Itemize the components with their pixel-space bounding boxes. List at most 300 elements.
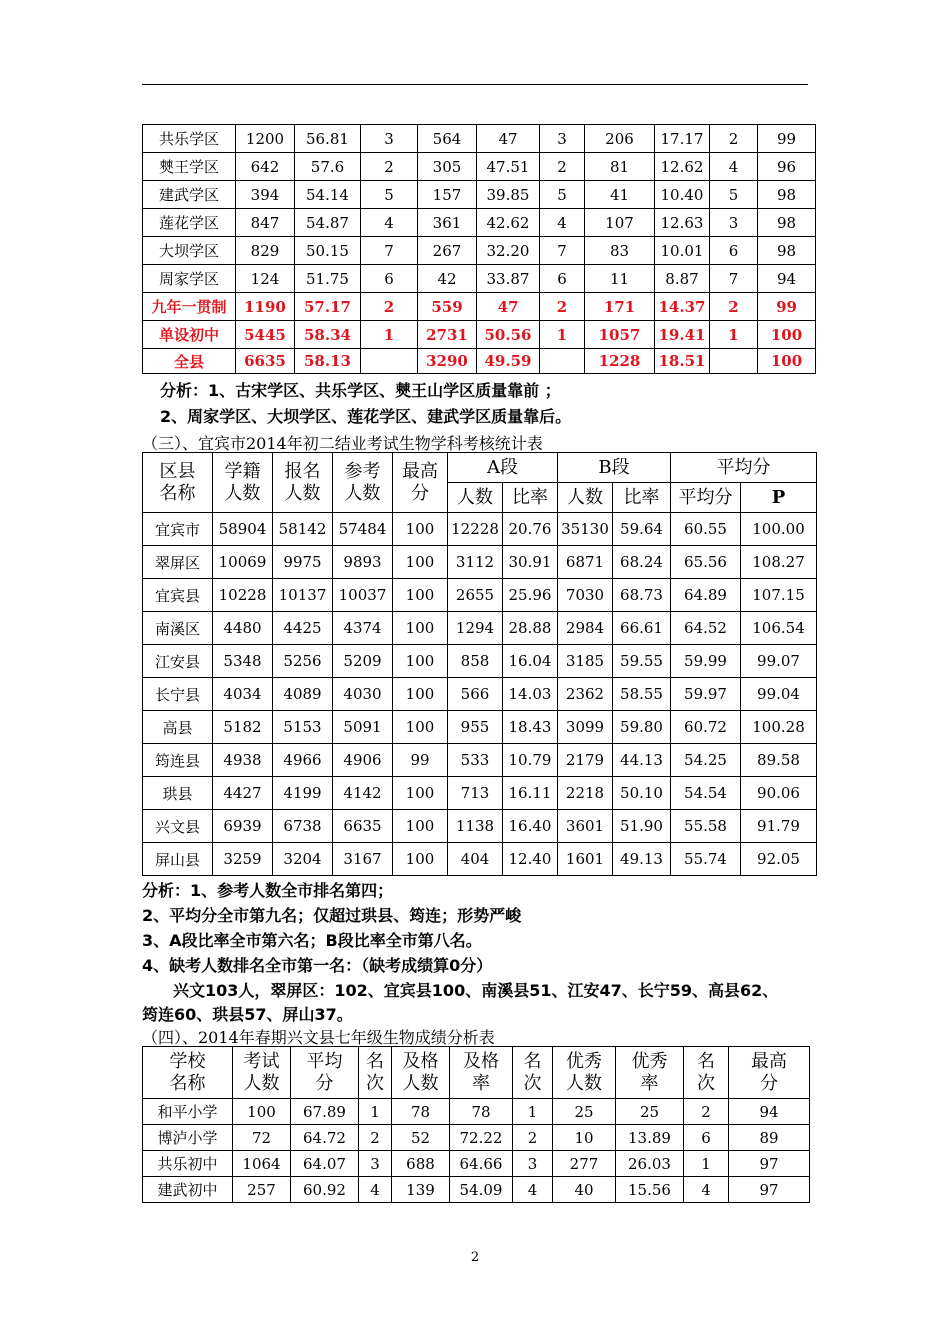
table-cell: 28.88 bbox=[503, 612, 558, 645]
table-cell: 10.79 bbox=[503, 744, 558, 777]
table-cell: 4966 bbox=[273, 744, 333, 777]
table-cell: 83 bbox=[585, 237, 655, 265]
table-row bbox=[143, 777, 817, 810]
header-b-count: 人数 bbox=[558, 483, 613, 513]
table-cell: 642 bbox=[236, 153, 295, 181]
table-cell: 大坝学区 bbox=[143, 237, 236, 265]
table-cell: 7 bbox=[710, 265, 758, 293]
table-cell: 1 bbox=[361, 321, 418, 349]
table-cell: 宜宾市 bbox=[143, 513, 213, 546]
table-cell: 4 bbox=[684, 1177, 729, 1203]
table-cell: 2 bbox=[684, 1099, 729, 1125]
table-cell: 90.06 bbox=[741, 777, 817, 810]
table-cell: 7 bbox=[540, 237, 585, 265]
header-a-rate: 比率 bbox=[503, 483, 558, 513]
analysis-1-line-2: 2、周家学区、大坝学区、莲花学区、建武学区质量靠后。 bbox=[160, 407, 572, 426]
table-cell: 42 bbox=[418, 265, 477, 293]
table-cell: 2 bbox=[540, 293, 585, 321]
table-cell: 2984 bbox=[558, 612, 613, 645]
table-cell: 2 bbox=[540, 153, 585, 181]
table-cell: 10228 bbox=[213, 579, 273, 612]
table-cell: 7 bbox=[361, 237, 418, 265]
table-cell: 89.58 bbox=[741, 744, 817, 777]
header-p: P bbox=[741, 483, 817, 513]
table-cell: 559 bbox=[418, 293, 477, 321]
table-cell: 107.15 bbox=[741, 579, 817, 612]
table-cell: 78 bbox=[450, 1099, 513, 1125]
table-cell: 12.63 bbox=[655, 209, 710, 237]
table-row bbox=[143, 1177, 810, 1203]
header-a-group: A段 bbox=[448, 453, 558, 483]
table-cell: 51.90 bbox=[613, 810, 671, 843]
table-row bbox=[143, 125, 816, 153]
analysis-2-line-4: 4、缺考人数排名全市第一名：（缺考成绩算0分） bbox=[142, 956, 493, 975]
table-cell: 6635 bbox=[236, 349, 295, 374]
table-cell: 长宁县 bbox=[143, 678, 213, 711]
table-cell: 49.59 bbox=[477, 349, 540, 374]
table-cell: 404 bbox=[448, 843, 503, 876]
table-cell: 4425 bbox=[273, 612, 333, 645]
table-cell: 1 bbox=[710, 321, 758, 349]
table-cell: 50.10 bbox=[613, 777, 671, 810]
table-cell: 1601 bbox=[558, 843, 613, 876]
table-cell: 96 bbox=[758, 153, 816, 181]
table-row bbox=[143, 181, 816, 209]
district-score-table bbox=[142, 124, 816, 374]
table-cell: 2 bbox=[513, 1125, 553, 1151]
table-row bbox=[143, 810, 817, 843]
table-cell: 564 bbox=[418, 125, 477, 153]
table-cell: 6 bbox=[361, 265, 418, 293]
table-cell: 139 bbox=[392, 1177, 450, 1203]
table-cell: 67.89 bbox=[291, 1099, 359, 1125]
table-cell: 12.40 bbox=[503, 843, 558, 876]
table-cell: 81 bbox=[585, 153, 655, 181]
table-cell: 277 bbox=[553, 1151, 616, 1177]
table-cell: 4 bbox=[359, 1177, 392, 1203]
table-cell: 南溪区 bbox=[143, 612, 213, 645]
table-cell: 107 bbox=[585, 209, 655, 237]
table-cell: 99 bbox=[758, 293, 816, 321]
table-cell: 1 bbox=[359, 1099, 392, 1125]
table-cell: 99 bbox=[758, 125, 816, 153]
table-cell: 92.05 bbox=[741, 843, 817, 876]
table-cell: 58.34 bbox=[295, 321, 361, 349]
table-cell: 1200 bbox=[236, 125, 295, 153]
table-cell: 97 bbox=[729, 1177, 810, 1203]
table-cell: 68.73 bbox=[613, 579, 671, 612]
table-cell: 64.89 bbox=[671, 579, 741, 612]
table-cell: 2362 bbox=[558, 678, 613, 711]
table-cell bbox=[710, 349, 758, 374]
table-cell: 59.80 bbox=[613, 711, 671, 744]
table-cell: 1057 bbox=[585, 321, 655, 349]
header-cell: 及格 率 bbox=[450, 1047, 513, 1099]
table-cell: 6738 bbox=[273, 810, 333, 843]
table-cell: 10069 bbox=[213, 546, 273, 579]
table-cell: 6635 bbox=[333, 810, 393, 843]
table-cell: 51.75 bbox=[295, 265, 361, 293]
table-cell: 2 bbox=[361, 293, 418, 321]
table-row bbox=[143, 153, 816, 181]
table-cell: 100 bbox=[393, 711, 448, 744]
table-cell: 5182 bbox=[213, 711, 273, 744]
table-cell: 72.22 bbox=[450, 1125, 513, 1151]
table-cell: 72 bbox=[233, 1125, 291, 1151]
table-cell: 4 bbox=[513, 1177, 553, 1203]
header-a-count: 人数 bbox=[448, 483, 503, 513]
table-cell: 58142 bbox=[273, 513, 333, 546]
table-cell: 39.85 bbox=[477, 181, 540, 209]
table-cell: 4199 bbox=[273, 777, 333, 810]
table-cell: 60.55 bbox=[671, 513, 741, 546]
table-cell: 5445 bbox=[236, 321, 295, 349]
table-cell: 18.51 bbox=[655, 349, 710, 374]
table-cell: 3 bbox=[540, 125, 585, 153]
table-row bbox=[143, 645, 817, 678]
table-cell: 2218 bbox=[558, 777, 613, 810]
table-cell: 100 bbox=[393, 612, 448, 645]
table-cell: 59.99 bbox=[671, 645, 741, 678]
header-cell: 平均 分 bbox=[291, 1047, 359, 1099]
table-cell: 4938 bbox=[213, 744, 273, 777]
table-cell: 单设初中 bbox=[143, 321, 236, 349]
table-row bbox=[143, 209, 816, 237]
table-cell: 周家学区 bbox=[143, 265, 236, 293]
table-row bbox=[143, 843, 817, 876]
table-cell: 九年一贯制 bbox=[143, 293, 236, 321]
table-cell: 78 bbox=[392, 1099, 450, 1125]
table-cell: 124 bbox=[236, 265, 295, 293]
table-cell: 57484 bbox=[333, 513, 393, 546]
table-cell: 4 bbox=[710, 153, 758, 181]
table-cell: 47.51 bbox=[477, 153, 540, 181]
table-cell: 2179 bbox=[558, 744, 613, 777]
table-row bbox=[143, 349, 816, 374]
table-cell: 89 bbox=[729, 1125, 810, 1151]
xingwen-grade7-biology-table bbox=[142, 1046, 810, 1203]
table-cell: 4089 bbox=[273, 678, 333, 711]
table-cell: 江安县 bbox=[143, 645, 213, 678]
table-cell: 僰王学区 bbox=[143, 153, 236, 181]
table-cell: 98 bbox=[758, 237, 816, 265]
table-cell: 26.03 bbox=[616, 1151, 684, 1177]
table-cell: 100 bbox=[393, 645, 448, 678]
table-cell bbox=[540, 349, 585, 374]
table-cell: 9975 bbox=[273, 546, 333, 579]
table-cell: 99.04 bbox=[741, 678, 817, 711]
header-enrolled bbox=[213, 453, 273, 513]
analysis-2-line-6: 筠连60、珙县57、屏山37。 bbox=[142, 1005, 353, 1024]
table-cell: 54.25 bbox=[671, 744, 741, 777]
page-number: 2 bbox=[470, 1250, 480, 1265]
table-cell: 2 bbox=[710, 125, 758, 153]
table-cell: 2655 bbox=[448, 579, 503, 612]
table-cell: 97 bbox=[729, 1151, 810, 1177]
table-cell: 25 bbox=[616, 1099, 684, 1125]
table-cell: 49.13 bbox=[613, 843, 671, 876]
table-cell: 30.91 bbox=[503, 546, 558, 579]
table-cell: 100 bbox=[393, 678, 448, 711]
table-cell: 58.55 bbox=[613, 678, 671, 711]
table-cell: 4 bbox=[361, 209, 418, 237]
table-cell: 屏山县 bbox=[143, 843, 213, 876]
analysis-1-line-1: 分析：1、古宋学区、共乐学区、僰王山学区质量靠前 ； bbox=[160, 381, 561, 400]
table-cell: 267 bbox=[418, 237, 477, 265]
table-cell: 5 bbox=[361, 181, 418, 209]
table-cell: 3259 bbox=[213, 843, 273, 876]
table-3-caption: （四）、2014年春期兴文县七年级生物成绩分析表 bbox=[142, 1028, 495, 1047]
table-cell: 筠连县 bbox=[143, 744, 213, 777]
table-row bbox=[143, 579, 817, 612]
table-cell: 94 bbox=[758, 265, 816, 293]
table-cell: 98 bbox=[758, 181, 816, 209]
table-cell: 5209 bbox=[333, 645, 393, 678]
table-cell: 6 bbox=[540, 265, 585, 293]
table-cell: 106.54 bbox=[741, 612, 817, 645]
table-cell: 10.01 bbox=[655, 237, 710, 265]
table-cell: 共乐初中 bbox=[143, 1151, 233, 1177]
table-cell: 3 bbox=[361, 125, 418, 153]
table-cell: 3167 bbox=[333, 843, 393, 876]
table-cell: 55.74 bbox=[671, 843, 741, 876]
header-district bbox=[143, 453, 213, 513]
header-cell: 及格 人数 bbox=[392, 1047, 450, 1099]
table-cell: 10 bbox=[553, 1125, 616, 1151]
table-cell: 10.40 bbox=[655, 181, 710, 209]
header-cell: 名 次 bbox=[513, 1047, 553, 1099]
table-cell: 1138 bbox=[448, 810, 503, 843]
table-cell: 58.13 bbox=[295, 349, 361, 374]
table-cell: 6939 bbox=[213, 810, 273, 843]
table-cell: 257 bbox=[233, 1177, 291, 1203]
table-row bbox=[143, 678, 817, 711]
table-cell: 68.24 bbox=[613, 546, 671, 579]
table-cell: 55.58 bbox=[671, 810, 741, 843]
table-cell: 3112 bbox=[448, 546, 503, 579]
table-row bbox=[143, 293, 816, 321]
table-row bbox=[143, 513, 817, 546]
table-cell: 5 bbox=[710, 181, 758, 209]
table-cell: 5153 bbox=[273, 711, 333, 744]
table-cell: 莲花学区 bbox=[143, 209, 236, 237]
table-2-caption: （三）、宜宾市2014年初二结业考试生物学科考核统计表 bbox=[142, 434, 543, 453]
table-cell: 3 bbox=[513, 1151, 553, 1177]
table-cell: 60.72 bbox=[671, 711, 741, 744]
header-max-score bbox=[393, 453, 448, 513]
table-cell: 1228 bbox=[585, 349, 655, 374]
table-row bbox=[143, 744, 817, 777]
table-cell: 4 bbox=[540, 209, 585, 237]
table-cell: 41 bbox=[585, 181, 655, 209]
table-cell: 100 bbox=[393, 579, 448, 612]
table-cell: 100 bbox=[393, 810, 448, 843]
table-cell: 15.56 bbox=[616, 1177, 684, 1203]
table-cell: 858 bbox=[448, 645, 503, 678]
table-cell: 5348 bbox=[213, 645, 273, 678]
table-cell: 3 bbox=[710, 209, 758, 237]
table-cell: 566 bbox=[448, 678, 503, 711]
table-cell: 157 bbox=[418, 181, 477, 209]
table-cell: 847 bbox=[236, 209, 295, 237]
table-row bbox=[143, 1125, 810, 1151]
table-cell: 44.13 bbox=[613, 744, 671, 777]
table-row bbox=[143, 1099, 810, 1125]
table-cell: 100 bbox=[393, 777, 448, 810]
analysis-2-line-1: 分析：1、参考人数全市排名第四； bbox=[142, 881, 394, 900]
yibin-biology-stats-table bbox=[142, 452, 817, 876]
header-enrolled-label: 学籍 人数 bbox=[224, 460, 261, 504]
table-cell bbox=[361, 349, 418, 374]
table-cell: 8.87 bbox=[655, 265, 710, 293]
table-cell: 305 bbox=[418, 153, 477, 181]
table-cell: 12228 bbox=[448, 513, 503, 546]
table-cell: 4034 bbox=[213, 678, 273, 711]
table-cell: 65.56 bbox=[671, 546, 741, 579]
table-cell: 59.64 bbox=[613, 513, 671, 546]
table-cell: 42.62 bbox=[477, 209, 540, 237]
table-cell: 56.81 bbox=[295, 125, 361, 153]
header-participants-label: 参考 人数 bbox=[344, 460, 381, 504]
table-cell: 博泸小学 bbox=[143, 1125, 233, 1151]
table-cell: 6 bbox=[710, 237, 758, 265]
table-cell: 3601 bbox=[558, 810, 613, 843]
table-cell: 58904 bbox=[213, 513, 273, 546]
table-cell: 4030 bbox=[333, 678, 393, 711]
header-district-label: 区县 名称 bbox=[159, 460, 196, 504]
table-cell: 57.17 bbox=[295, 293, 361, 321]
table-cell: 64.66 bbox=[450, 1151, 513, 1177]
table-cell: 3 bbox=[359, 1151, 392, 1177]
table-cell: 47 bbox=[477, 293, 540, 321]
header-rule bbox=[142, 84, 808, 85]
table-cell: 4142 bbox=[333, 777, 393, 810]
table-cell: 18.43 bbox=[503, 711, 558, 744]
table-row bbox=[143, 237, 816, 265]
header-cell: 名 次 bbox=[359, 1047, 392, 1099]
table-cell: 4427 bbox=[213, 777, 273, 810]
table-cell: 94 bbox=[729, 1099, 810, 1125]
table-cell: 4906 bbox=[333, 744, 393, 777]
table-cell: 100 bbox=[758, 349, 816, 374]
table-cell: 32.20 bbox=[477, 237, 540, 265]
table-row bbox=[143, 1151, 810, 1177]
table-cell: 12.62 bbox=[655, 153, 710, 181]
table-cell: 10137 bbox=[273, 579, 333, 612]
table-cell: 建武初中 bbox=[143, 1177, 233, 1203]
header-avg: 平均分 bbox=[671, 483, 741, 513]
table-cell: 16.11 bbox=[503, 777, 558, 810]
table-cell: 7030 bbox=[558, 579, 613, 612]
table-cell: 3204 bbox=[273, 843, 333, 876]
table-cell: 3099 bbox=[558, 711, 613, 744]
table-cell: 4480 bbox=[213, 612, 273, 645]
table-row bbox=[143, 612, 817, 645]
table-cell: 100.00 bbox=[741, 513, 817, 546]
table-row bbox=[143, 321, 816, 349]
table-cell: 2 bbox=[359, 1125, 392, 1151]
table-cell: 1 bbox=[513, 1099, 553, 1125]
table-cell: 54.14 bbox=[295, 181, 361, 209]
table-cell: 52 bbox=[392, 1125, 450, 1151]
table-cell: 11 bbox=[585, 265, 655, 293]
table-cell: 25 bbox=[553, 1099, 616, 1125]
table-cell: 宜宾县 bbox=[143, 579, 213, 612]
table-cell: 1190 bbox=[236, 293, 295, 321]
table-cell: 64.07 bbox=[291, 1151, 359, 1177]
table-cell: 5256 bbox=[273, 645, 333, 678]
table-cell: 25.96 bbox=[503, 579, 558, 612]
header-registered bbox=[273, 453, 333, 513]
table-cell: 955 bbox=[448, 711, 503, 744]
table-cell: 全县 bbox=[143, 349, 236, 374]
table-cell: 35130 bbox=[558, 513, 613, 546]
table-cell: 13.89 bbox=[616, 1125, 684, 1151]
table-cell: 54.09 bbox=[450, 1177, 513, 1203]
table-cell: 高县 bbox=[143, 711, 213, 744]
header-b-group: B段 bbox=[558, 453, 671, 483]
table-cell: 2731 bbox=[418, 321, 477, 349]
table-cell: 和平小学 bbox=[143, 1099, 233, 1125]
table-row bbox=[143, 546, 817, 579]
table-cell: 50.56 bbox=[477, 321, 540, 349]
table-cell: 688 bbox=[392, 1151, 450, 1177]
table-cell: 533 bbox=[448, 744, 503, 777]
table-cell: 713 bbox=[448, 777, 503, 810]
header-registered-label: 报名 人数 bbox=[284, 460, 321, 504]
table-cell: 99 bbox=[393, 744, 448, 777]
table-cell: 17.17 bbox=[655, 125, 710, 153]
table-cell: 99.07 bbox=[741, 645, 817, 678]
table-cell: 100 bbox=[393, 513, 448, 546]
table-cell: 66.61 bbox=[613, 612, 671, 645]
header-cell: 优秀 率 bbox=[616, 1047, 684, 1099]
table-cell: 206 bbox=[585, 125, 655, 153]
header-participants bbox=[333, 453, 393, 513]
table-cell: 57.6 bbox=[295, 153, 361, 181]
table-row bbox=[143, 711, 817, 744]
table-cell: 兴文县 bbox=[143, 810, 213, 843]
table-cell: 1064 bbox=[233, 1151, 291, 1177]
table-cell: 64.52 bbox=[671, 612, 741, 645]
table-cell: 98 bbox=[758, 209, 816, 237]
header-avg-group: 平均分 bbox=[671, 453, 817, 483]
table-cell: 20.76 bbox=[503, 513, 558, 546]
table-cell: 100 bbox=[758, 321, 816, 349]
table-cell: 5091 bbox=[333, 711, 393, 744]
table-cell: 60.92 bbox=[291, 1177, 359, 1203]
table-cell: 54.87 bbox=[295, 209, 361, 237]
table-cell: 108.27 bbox=[741, 546, 817, 579]
table-cell: 3185 bbox=[558, 645, 613, 678]
table-cell: 4374 bbox=[333, 612, 393, 645]
header-cell: 考试 人数 bbox=[233, 1047, 291, 1099]
analysis-2-line-3: 3、A段比率全市第六名；B段比率全市第八名。 bbox=[142, 931, 482, 950]
table-cell: 100.28 bbox=[741, 711, 817, 744]
table-cell: 16.40 bbox=[503, 810, 558, 843]
analysis-2-line-2: 2、平均分全市第九名；仅超过珙县、筠连；形势严峻 bbox=[142, 906, 522, 925]
table-cell: 59.55 bbox=[613, 645, 671, 678]
table-cell: 54.54 bbox=[671, 777, 741, 810]
table-cell: 2 bbox=[361, 153, 418, 181]
table-cell: 59.97 bbox=[671, 678, 741, 711]
header-b-rate: 比率 bbox=[613, 483, 671, 513]
header-cell: 名 次 bbox=[684, 1047, 729, 1099]
table-cell: 9893 bbox=[333, 546, 393, 579]
header-cell: 优秀 人数 bbox=[553, 1047, 616, 1099]
table-cell: 40 bbox=[553, 1177, 616, 1203]
table-cell: 1 bbox=[684, 1151, 729, 1177]
